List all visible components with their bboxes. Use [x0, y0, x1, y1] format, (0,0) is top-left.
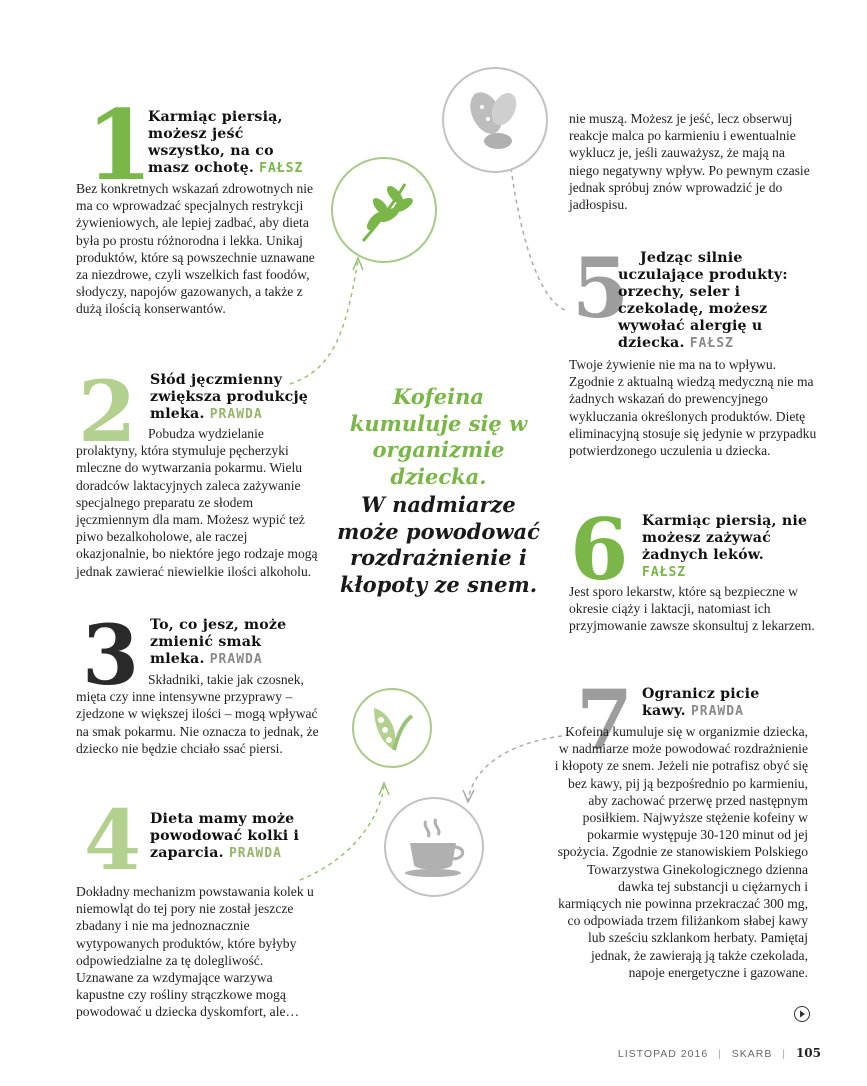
step-1-heading: [148, 109, 308, 177]
step-number-3: 3: [82, 608, 140, 704]
step-6-body: Jest sporo lekarstw, które są bezpieczne w okresie ciąży i laktacji, natomiast ich przyjmowanie zawsze skonsultuj z lekarzem.: [569, 584, 815, 634]
step-4-verdict: PRAWDA: [228, 846, 282, 861]
step-1-title: Karmiąc piersią, możesz jeść wszystko, na co masz ochotę.: [148, 109, 283, 176]
step-2-body: Pobudza wydzielanie prolaktyny, która stymuluje pęcherzyki mleczne do wytwarzania pokarmu. Wielu doradców laktacyjnych zaleca zażywanie specjalnego preparatu ze słodem jęczmiennym dla mam. Możesz wypić też piwo bezalkoholowe, ale raczej okazjonalnie, bo niektóre jego rodzaje mogą jednak zawierać niewielkie ilości alkoholu.: [76, 426, 318, 579]
wheat-icon: [331, 157, 437, 263]
step-number-6: 6: [570, 500, 629, 599]
step-7-heading: [642, 686, 802, 720]
page-footer: LISTOPAD 2016 | SKARB | 105: [617, 1046, 821, 1060]
step-7-verdict: PRAWDA: [690, 704, 744, 719]
footer-issue: LISTOPAD 2016: [617, 1048, 709, 1060]
step-4-title: Dieta mamy może powodować kolki i zaparcia.: [150, 811, 300, 861]
step-5-body: Twoje żywienie nie ma na to wpływu. Zgodnie z aktualną wiedzą medyczną nie ma żadnych wskazań do prewencyjnego wykluczania określonych produktów. Dietę eliminacyjną stosuje się jedynie w przypadku potwierdzonego uczulenia u dziecka.: [569, 357, 817, 459]
step-3-verdict: PRAWDA: [209, 652, 263, 667]
step-5-verdict: FAŁSZ: [689, 336, 734, 351]
step-5-title: Jedząc silnie uczulające produkty: orzechy, seler i czekoladę, możesz wywołać alergię u dziecka.: [618, 250, 788, 351]
step-6-verdict: FAŁSZ: [642, 565, 687, 580]
step-number-1: 1: [86, 89, 153, 202]
step-number-5: 5: [572, 241, 630, 337]
step-7-title: Ogranicz picie kawy.: [642, 686, 760, 719]
step-3-title: To, co jesz, może zmienić smak mleka.: [150, 617, 287, 667]
step-4-heading: [150, 811, 310, 862]
step-number-2: 2: [78, 362, 137, 461]
peas-icon: [352, 688, 432, 768]
page-number: 105: [795, 1046, 821, 1060]
step-number-7: 7: [576, 673, 634, 769]
step-1-body: Bez konkretnych wskazań zdrowotnych nie ma co wprowadzać specjalnych restrykcji żywieniowych, ale lepiej zadbać, aby dieta była po prostu różnorodna i lekka. Unikaj produktów, które są powszechnie uznawane za niezdrowe, czyli wszelkich fast foodów, słodyczy, napojów gazowanych, a także z dużą ilością konserwantów.: [76, 181, 315, 317]
step-1-verdict: FAŁSZ: [259, 161, 304, 176]
step-3-heading: [150, 617, 310, 668]
step-5-heading: [618, 250, 814, 352]
pull-quote-dark: W nadmiarze może powodować rozdrażnienie i kłopoty ze snem.: [337, 492, 540, 597]
step-2-heading: [150, 372, 310, 423]
pull-quote: [336, 384, 541, 598]
peanut-icon: [442, 67, 548, 173]
step-6-heading: [642, 513, 812, 581]
coffee-cup-icon: [384, 797, 484, 897]
next-arrow-icon[interactable]: [794, 1006, 810, 1022]
step-3-body: Składniki, takie jak czosnek, mięta czy inne intensywne przyprawy – zjedzone w większej ilości – mogą wpływać na smak pokarmu. Nie oznacza to jednak, że dziecko nie będzie chciało ssać piersi.: [76, 672, 319, 756]
step-4-continuation: nie muszą. Możesz je jeść, lecz obserwuj reakcje malca po karmieniu i ewentualnie wyklucz je, jeśli zauważysz, że mają na niego negatywny wpływ. Po pewnym czasie jednak spróbuj znów wprowadzić je do jadłospisu.: [569, 111, 810, 213]
step-6-title: Karmiąc piersią, nie możesz zażywać żadnych leków.: [642, 513, 808, 563]
step-2-verdict: PRAWDA: [209, 407, 263, 422]
step-2-title: Słód jęczmienny zwiększa produkcję mleka.: [150, 372, 309, 422]
step-number-4: 4: [84, 793, 142, 889]
step-7-body: Kofeina kumuluje się w organizmie dziecka, w nadmiarze może powodować rozdrażnienie i kłopoty ze snem. Jeżeli nie potrafisz obyć się bez kawy, pij ją bezpośrednio po karmieniu, aby zachować przerwę przed następnym posiłkiem. Najwyższe stężenie kofeiny w pokarmie występuje 30-120 minut od jej spożycia. Zgodnie ze stanowiskiem Polskiego Towarzystwa Ginekologicznego dzienna dawka tej substancji u ciężarnych i karmiących nie powinna przekraczać 300 mg, co odpowiada trzem filiżankom słabej kawy lub sześciu szklankom herbaty. Pamiętaj jednak, że zawierają ją także czekolada, napoje energetyczne i gazowane.: [554, 724, 808, 980]
step-4-body: Dokładny mechanizm powstawania kolek u niemowląt do tej pory nie został jeszcze zbadany i nie ma jednoznacznie wytypowanych produktów, które byłyby odpowiedzialne za tę dolegliwość. Uznawane za wzdymające warzywa kapustne czy rośliny strączkowe mogą powodować u dziecka dyskomfort, ale…: [76, 884, 314, 1020]
footer-brand: SKARB: [731, 1048, 773, 1060]
pull-quote-green: Kofeina kumuluje się w organizmie dziecka.: [349, 384, 528, 489]
